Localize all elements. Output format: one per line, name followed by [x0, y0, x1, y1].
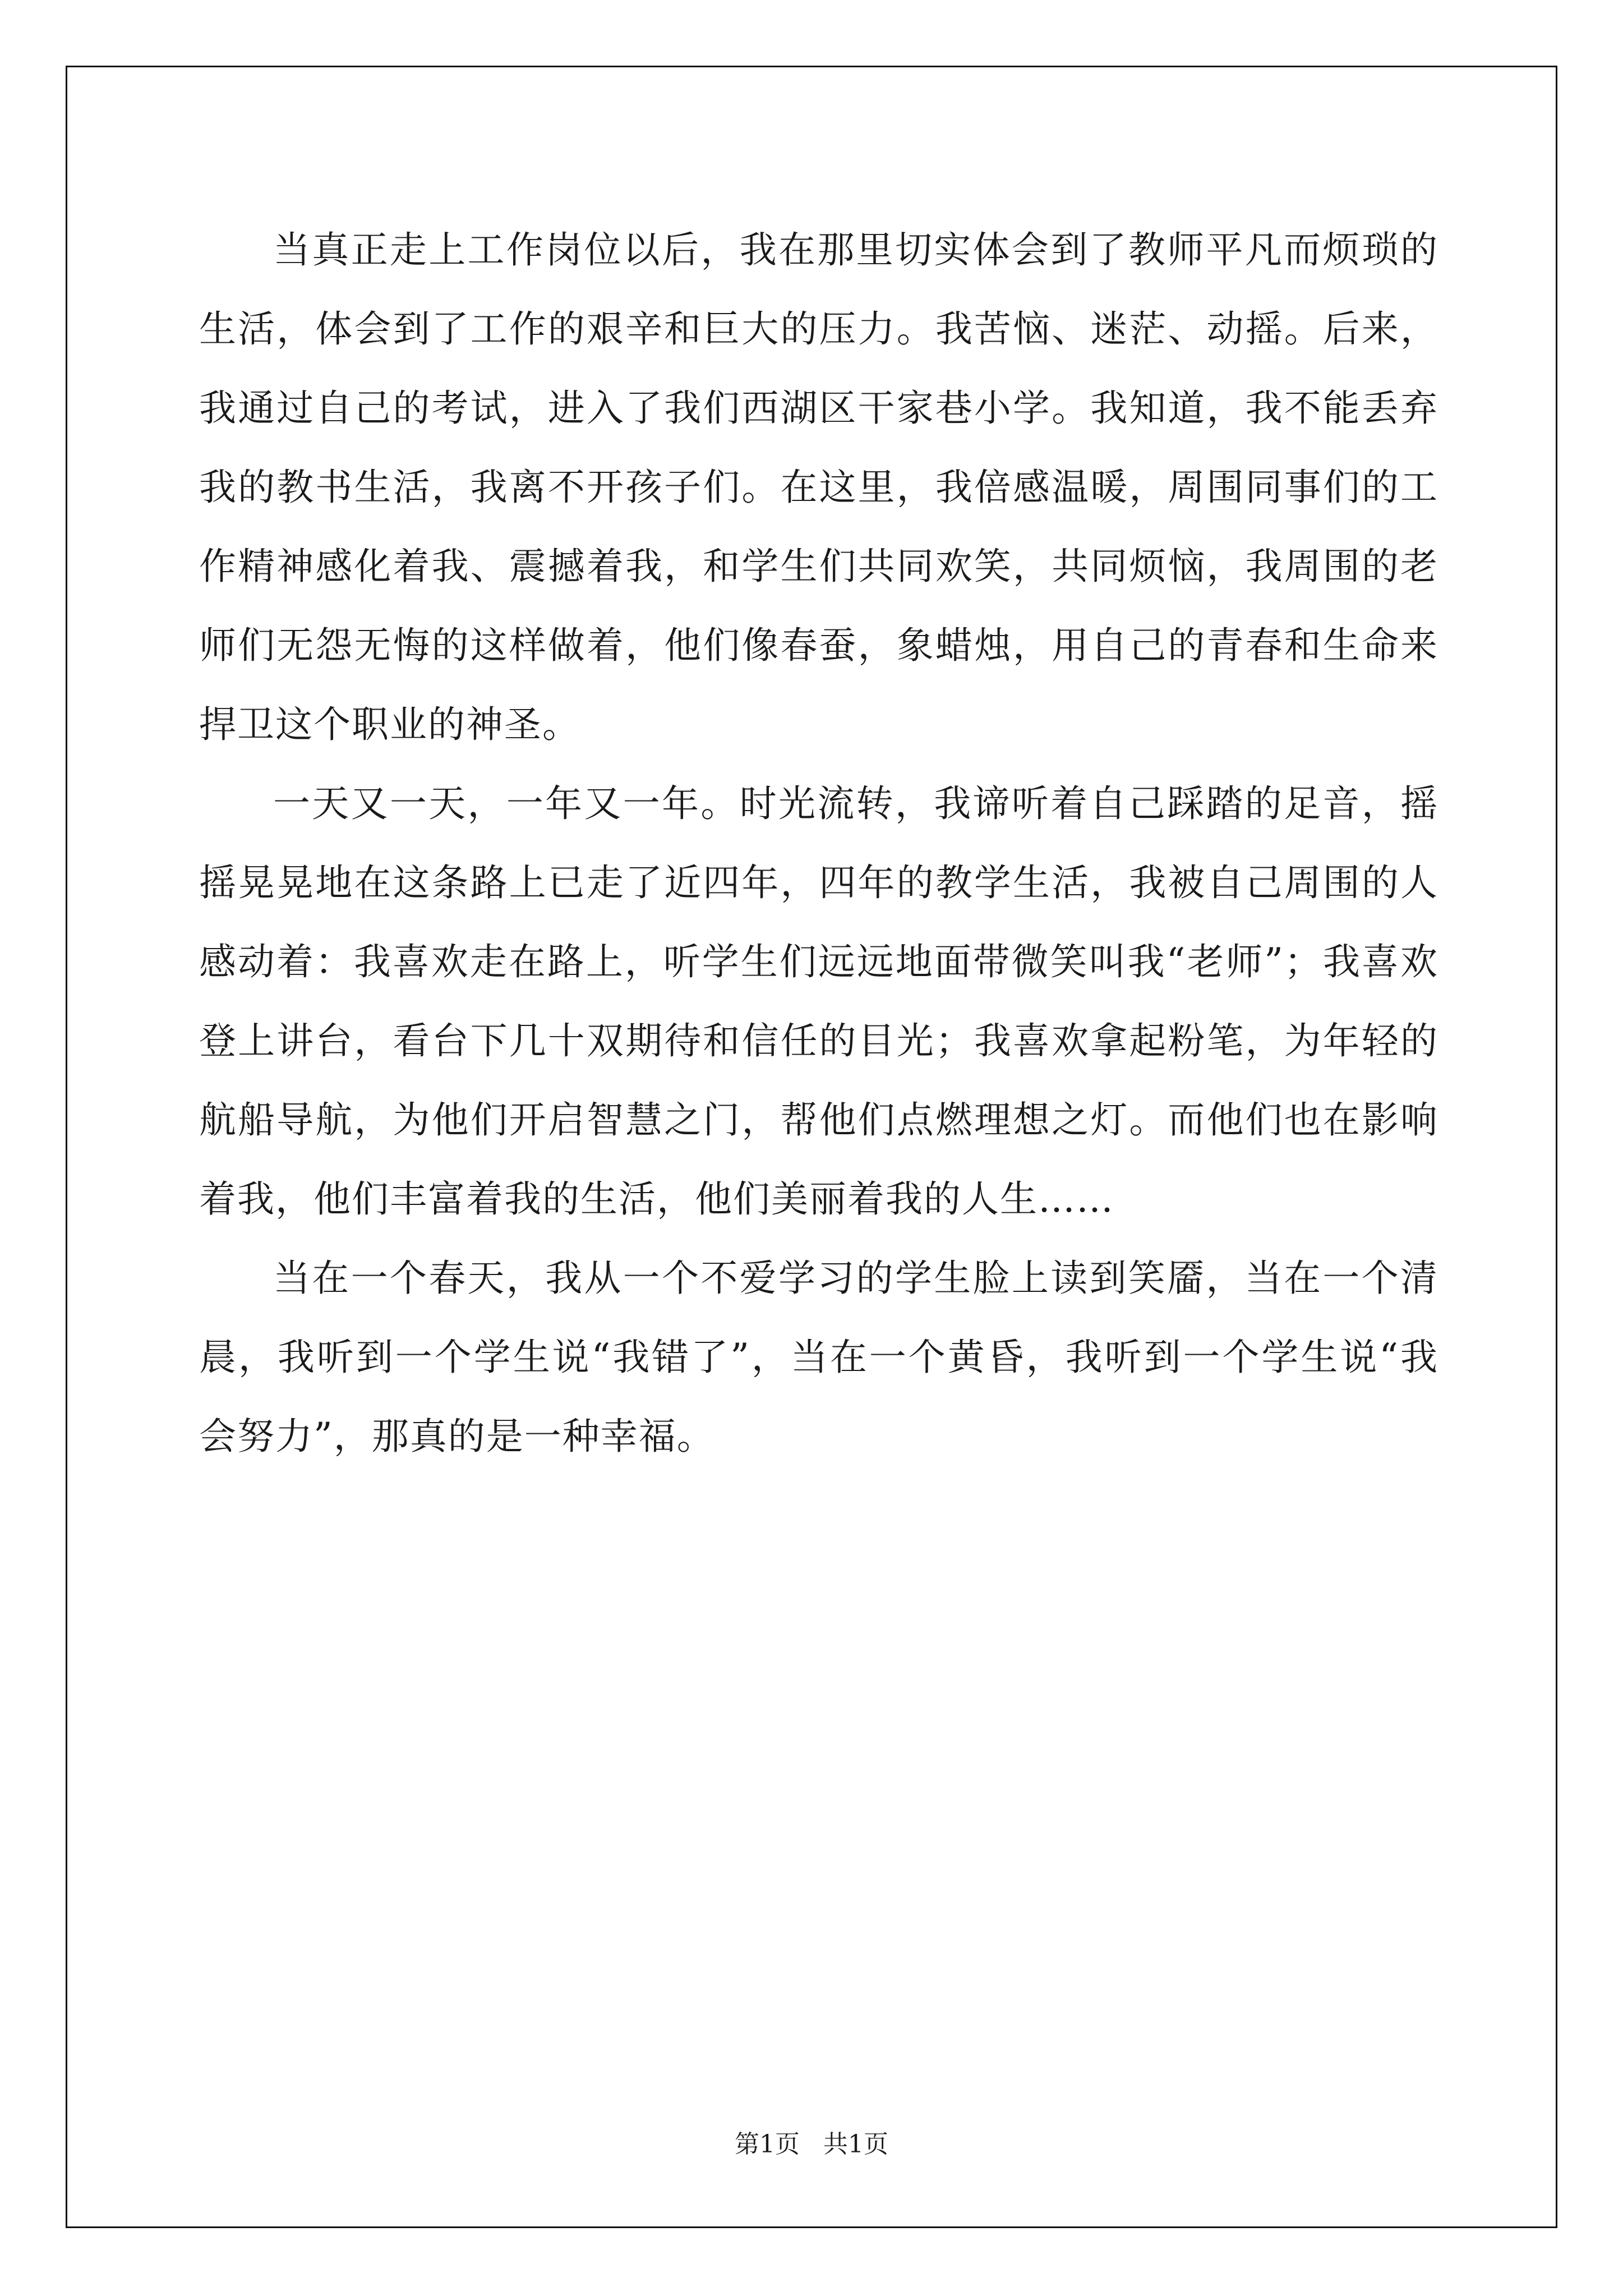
- paragraph-2: 一天又一天，一年又一年。时光流转，我谛听着自己踩踏的足音，摇摇晃晃地在这条路上已走了近四年，四年的教学生活，我被自己周围的人感动着：我喜欢走在路上，听学生们远远地面带微笑叫我“老师”；我喜欢登上讲台，看台下几十双期待和信任的目光；我喜欢拿起粉笔，为年轻的航船导航，为他们开启智慧之门，帮他们点燃理想之灯。而他们也在影响着我，他们丰富着我的生活，他们美丽着我的人生……: [199, 782, 1438, 1221]
- page-number-footer: 第1页 共1页: [735, 2130, 888, 2159]
- paragraph-1: 当真正走上工作岗位以后，我在那里切实体会到了教师平凡而烦琐的生活，体会到了工作的艰辛和巨大的压力。我苦恼、迷茫、动摇。后来，我通过自己的考试，进入了我们西湖区干家巷小学。我知道，我不能丢弃我的教书生活，我离不开孩子们。在这里，我倍感温暖，周围同事们的工作精神感化着我、震撼着我，和学生们共同欢笑，共同烦恼，我周围的老师们无怨无悔的这样做着，他们像春蚕，象蜡烛，用自己的青春和生命来捍卫这个职业的神圣。: [199, 228, 1438, 746]
- paragraph-3: 当在一个春天，我从一个不爱学习的学生脸上读到笑靥，当在一个清晨，我听到一个学生说“我错了”，当在一个黄昏，我听到一个学生说“我会努力”，那真的是一种幸福。: [199, 1257, 1438, 1458]
- document-body: [199, 210, 1438, 1476]
